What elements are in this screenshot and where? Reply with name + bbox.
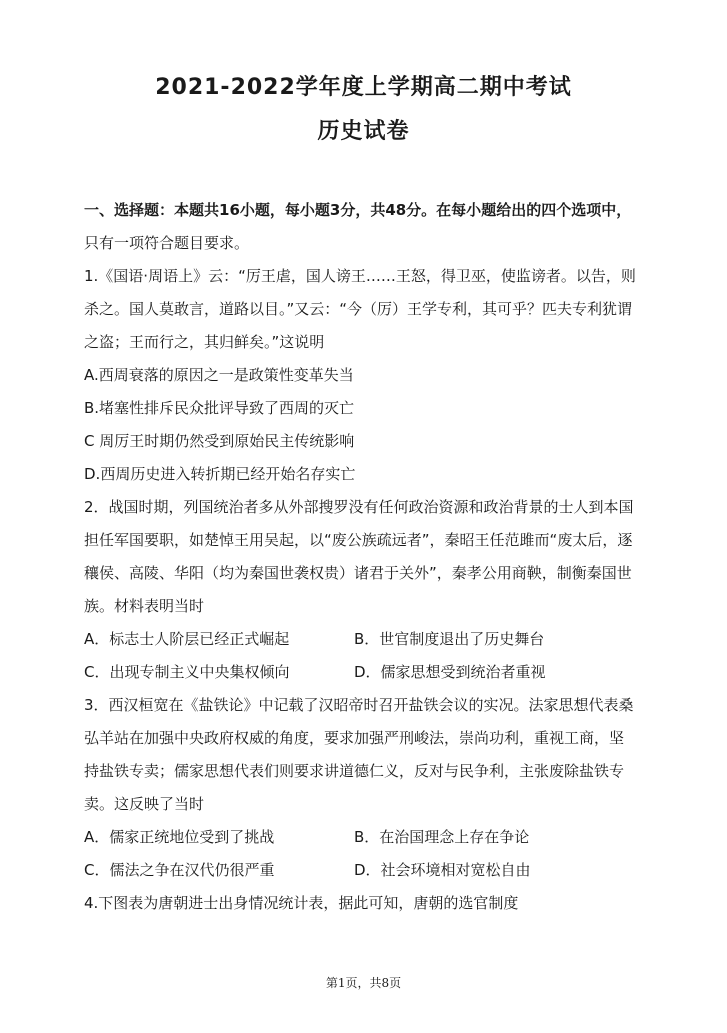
question-2 [84, 491, 674, 689]
question-2-option-b: B．世官制度退出了历史舞台 [354, 630, 545, 648]
question-3 [84, 689, 674, 887]
question-1-line-2: 杀之。国人莫敢言，道路以目。”又云：“今（厉）王学专利，其可乎？匹夫专利犹谓 [84, 300, 633, 318]
question-4 [84, 887, 674, 920]
exam-title: 2021-2022学年度上学期高二期中考试 [155, 75, 572, 100]
page-footer: 第1页，共8页 [325, 976, 402, 990]
question-1-line-1: 1.《国语·周语上》云：“厉王虐，国人谤王……王怒，得卫巫，使监谤者。以告，则 [84, 267, 636, 285]
question-3-options-row-2 [84, 854, 674, 887]
question-1-option-d: D.西周历史进入转折期已经开始名存实亡 [84, 465, 356, 483]
exam-subtitle: 历史试卷 [317, 119, 410, 144]
question-2-line-3: 穰侯、高陵、华阳（均为秦国世袭权贵）诸君于关外”，秦孝公用商鞅，制衡秦国世 [84, 564, 632, 582]
question-3-option-a: A．儒家正统地位受到了挑战 [84, 828, 275, 846]
question-2-line-4: 族。材料表明当时 [84, 597, 205, 615]
question-3-option-c: C．儒法之争在汉代仍很严重 [84, 861, 275, 879]
question-3-line-4: 卖。这反映了当时 [84, 795, 205, 813]
exam-body [84, 194, 674, 920]
question-1-option-a: A.西周衰落的原因之一是政策性变革失当 [84, 366, 354, 384]
question-1-option-b: B.堵塞性排斥民众批评导致了西周的灭亡 [84, 399, 355, 417]
question-2-line-2: 担任军国要职，如楚悼王用吴起，以“废公族疏远者”，秦昭王任范雎而“废太后，逐 [84, 531, 633, 549]
question-3-line-1: 3．西汉桓宽在《盐铁论》中记载了汉昭帝时召开盐铁会议的实况。法家思想代表桑 [84, 696, 634, 714]
question-1-line-3: 之盗；王而行之，其归鲜矣。”这说明 [84, 333, 325, 351]
question-2-options-row-1 [84, 623, 674, 656]
question-2-line-1: 2．战国时期，列国统治者多从外部搜罗没有任何政治资源和政治背景的士人到本国 [84, 498, 634, 516]
question-2-option-a: A．标志士人阶层已经正式崛起 [84, 630, 290, 648]
question-3-option-d: D．社会环境相对宽松自由 [354, 861, 531, 879]
section-instruction-line-2: 只有一项符合题目要求。 [84, 234, 250, 252]
question-4-line-1: 4.下图表为唐朝进士出身情况统计表，据此可知，唐朝的选官制度 [84, 894, 519, 912]
question-3-line-3: 持盐铁专卖；儒家思想代表们则要求讲道德仁义，反对与民争利，主张废除盐铁专 [84, 762, 625, 780]
question-3-options-row-1 [84, 821, 674, 854]
question-3-line-2: 弘羊站在加强中央政府权威的角度，要求加强严刑峻法，崇尚功利，重视工商，坚 [84, 729, 625, 747]
section-instruction-line-1: 一、选择题：本题共16小题，每小题3分，共48分。在每小题给出的四个选项中， [84, 201, 632, 219]
question-1-option-c: C 周厉王时期仍然受到原始民主传统影响 [84, 432, 355, 450]
question-3-option-b: B．在治国理念上存在争论 [354, 828, 530, 846]
question-2-option-c: C．出现专制主义中央集权倾向 [84, 663, 290, 681]
question-1 [84, 260, 674, 491]
question-2-option-d: D．儒家思想受到统治者重视 [354, 663, 546, 681]
question-2-options-row-2 [84, 656, 674, 689]
